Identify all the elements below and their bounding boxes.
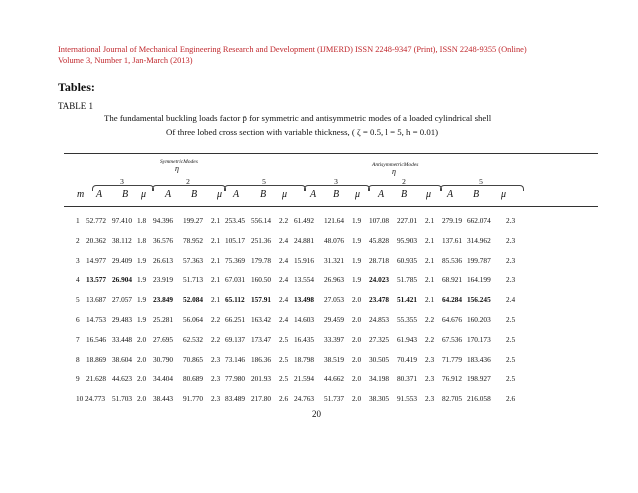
table-cell: 227.01 [397,216,418,225]
table-cell: 91.553 [397,394,418,404]
group-label: 2 [402,177,406,186]
table-cell: 156.245 [467,295,491,305]
table-cell: 26.904 [112,275,133,285]
table-cell: 253.45 [225,216,246,225]
table-cell: 2.3 [425,394,435,404]
group-label: 3 [334,177,338,186]
column-header-cell: B [401,189,408,200]
table-row [0,315,638,327]
table-cell: 1.9 [137,295,147,305]
column-header-cell: μ [141,189,147,200]
table-cell: 160.50 [251,275,272,285]
table-cell: 26.963 [324,275,345,285]
column-header-cell: B [260,189,267,200]
table-cell: 64.284 [442,295,463,305]
table-cell: 62.532 [183,334,204,344]
table-cell: 24.763 [294,394,315,404]
table-header-rule [64,206,598,207]
table-cell: 2.0 [352,374,362,384]
table-cell: 94.396 [153,216,174,225]
table-cell: 2.1 [211,216,221,225]
table-cell: 2.2 [211,334,221,344]
table-cell: 173.47 [251,334,272,344]
column-header-cell: m [77,189,85,200]
table-cell: 44.623 [112,374,133,384]
table-cell: 52.772 [86,216,107,225]
table-cell: 70.865 [183,354,204,364]
table-cell: 1.9 [352,235,362,245]
table-cell: 82.705 [442,394,463,404]
table-cell: 38.519 [324,354,345,364]
table-cell: 67.536 [442,334,463,344]
table-cell: 2.0 [352,295,362,305]
table-cell: 48.076 [324,235,345,245]
table-row [0,275,638,287]
table-cell: 163.42 [251,315,272,324]
table-cell: 14.603 [294,315,315,324]
table-cell: 1.9 [137,255,147,265]
table-cell: 199.27 [183,216,204,225]
table-caption-line-1: The fundamental buckling loads factor p̄ for symmetric and antisymmetric modes of a loaded cylindrical shell [104,113,492,123]
table-cell: 16.546 [86,334,107,344]
table-cell: 29.409 [112,255,133,265]
table-cell: 95.903 [397,235,418,245]
table-cell: 1 [76,216,80,225]
table-cell: 2.4 [279,255,289,265]
table-cell: 2.5 [506,354,516,364]
table-cell: 2.1 [425,216,435,225]
group-label: 5 [262,177,266,186]
table-cell: 91.770 [183,394,204,404]
table-cell: 2.6 [279,394,289,404]
table-row [0,295,638,307]
journal-header [58,44,527,66]
table-cell: 2.3 [506,216,516,225]
table-cell: 38.604 [112,354,133,364]
table-cell: 107.08 [369,216,390,225]
table-cell: 2.1 [425,235,435,245]
table-cell: 85.536 [442,255,463,265]
table-cell: 137.61 [442,235,463,245]
table-cell: 2.2 [425,315,435,324]
table-cell: 76.912 [442,374,463,384]
column-header-cell: μ [426,189,432,200]
table-cell: 662.074 [467,216,491,225]
table-cell: 121.64 [324,216,345,225]
column-header-cell: μ [501,189,507,200]
table-cell: 80.689 [183,374,204,384]
table-cell: 2.0 [137,354,147,364]
table-cell: 31.321 [324,255,345,265]
column-header-cell: B [191,189,198,200]
table-cell: 2 [76,235,80,245]
table-cell: 199.787 [467,255,491,265]
table-cell: 27.053 [324,295,345,305]
table-cell: 2.1 [211,295,221,305]
table-cell: 5 [76,295,80,305]
table-cell: 27.057 [112,295,133,305]
table-cell: 60.935 [397,255,418,265]
table-cell: 21.628 [86,374,107,384]
section-title: Tables: [58,80,95,94]
table-cell: 186.36 [251,354,272,364]
table-cell: 2.1 [425,255,435,265]
journal-header-line-1: International Journal of Mechanical Engineering Research and Development (IJMERD) ISSN 2248-9347 (Print), ISSN 2248-9355 (Online) [58,45,527,54]
column-header-cell: B [333,189,340,200]
group-label: 5 [479,177,483,186]
table-cell: 314.962 [467,235,491,245]
table-cell: 38.305 [369,394,390,404]
table-cell: 1.9 [137,315,147,324]
table-cell: 201.93 [251,374,272,384]
table-cell: 2.1 [211,255,221,265]
table-cell: 45.828 [369,235,390,245]
journal-header-line-2: Volume 3, Number 1, Jan-March (2013) [58,56,193,65]
table-cell: 2.2 [279,216,289,225]
table-cell: 2.5 [506,334,516,344]
table-cell: 20.362 [86,235,107,245]
table-cell: 25.281 [153,315,174,324]
table-cell: 16.435 [294,334,315,344]
table-cell: 1.9 [352,255,362,265]
table-cell: 18.798 [294,354,315,364]
antisymmetric-eta-label: η [392,167,396,176]
table-cell: 51.785 [397,275,418,285]
table-cell: 217.80 [251,394,272,404]
table-cell: 2.5 [279,374,289,384]
table-cell: 51.421 [397,295,418,305]
table-cell: 2.1 [211,235,221,245]
page-number: 20 [312,409,321,419]
table-cell: 15.916 [294,255,315,265]
table-cell: 2.3 [211,374,221,384]
table-cell: 183.436 [467,354,491,364]
column-header-cell: A [378,189,385,200]
group-label: 3 [120,177,124,186]
table-cell: 2.0 [137,394,147,404]
table-cell: 33.397 [324,334,345,344]
table-cell: 52.084 [183,295,204,305]
table-cell: 3 [76,255,80,265]
table-cell: 24.881 [294,235,315,245]
table-cell: 9 [76,374,80,384]
table-cell: 13.577 [86,275,107,285]
table-cell: 1.8 [137,235,147,245]
table-cell: 23.849 [153,295,174,305]
table-row [0,355,638,367]
table-cell: 2.0 [352,354,362,364]
table-cell: 6 [76,315,80,324]
table-cell: 36.576 [153,235,174,245]
table-cell: 80.371 [397,374,418,384]
table-cell: 2.5 [506,315,516,324]
table-cell: 27.695 [153,334,174,344]
table-cell: 2.5 [279,354,289,364]
table-cell: 29.459 [324,315,345,324]
column-header-cell: B [122,189,129,200]
table-cell: 64.676 [442,315,463,324]
table-cell: 23.478 [369,295,390,305]
table-cell: 13.687 [86,295,107,305]
group-label: 2 [186,177,190,186]
table-cell: 2.1 [211,275,221,285]
table-cell: 83.489 [225,394,246,404]
column-header-cell: μ [355,189,361,200]
table-cell: 1.9 [352,216,362,225]
table-cell: 14.977 [86,255,107,265]
table-cell: 13.554 [294,275,315,285]
table-cell: 1.8 [137,216,147,225]
table-cell: 179.78 [251,255,272,265]
table-cell: 67.031 [225,275,246,285]
table-cell: 2.0 [137,334,147,344]
table-cell: 14.753 [86,315,107,324]
table-cell: 78.952 [183,235,204,245]
table-cell: 2.3 [506,275,516,285]
table-cell: 251.36 [251,235,272,245]
table-row [0,236,638,248]
table-cell: 2.4 [506,295,516,305]
table-cell: 2.2 [425,334,435,344]
table-cell: 2.3 [211,394,221,404]
table-cell: 13.498 [294,295,315,305]
table-row [0,335,638,347]
symmetric-modes-label: SymmetricModes [160,159,198,165]
table-cell: 2.1 [425,295,435,305]
column-header-cell: A [165,189,172,200]
table-cell: 2.4 [279,295,289,305]
table-cell: 2.0 [352,315,362,324]
table-row [0,256,638,268]
table-cell: 2.5 [279,334,289,344]
table-cell: 2.0 [352,394,362,404]
table-cell: 2.5 [506,374,516,384]
table-cell: 105.17 [225,235,246,245]
table-cell: 24.853 [369,315,390,324]
table-label: TABLE 1 [58,101,94,111]
table-cell: 66.251 [225,315,246,324]
table-cell: 34.404 [153,374,174,384]
symmetric-eta-label: η [175,164,179,173]
table-cell: 51.703 [112,394,133,404]
table-cell: 24.773 [85,394,106,404]
table-cell: 61.943 [397,334,418,344]
table-cell: 2.4 [279,275,289,285]
table-cell: 2.3 [425,374,435,384]
table-cell: 1.9 [137,275,147,285]
table-cell: 77.980 [225,374,246,384]
table-cell: 279.19 [442,216,463,225]
table-cell: 170.173 [467,334,491,344]
table-top-rule [64,153,598,154]
table-cell: 51.713 [183,275,204,285]
table-cell: 2.3 [425,354,435,364]
column-header-cell: μ [282,189,288,200]
table-caption-line-2: Of three lobed cross section with variable thickness, ( ζ = 0.5, l = 5, h = 0.01) [166,127,439,137]
table-cell: 7 [76,334,80,344]
column-header-cell: A [310,189,317,200]
table-column-header [0,189,638,203]
column-header-cell: B [473,189,480,200]
table-cell: 2.0 [137,374,147,384]
table-cell: 57.363 [183,255,204,265]
table-cell: 2.2 [211,315,221,324]
table-cell: 55.355 [397,315,418,324]
table-cell: 71.779 [442,354,463,364]
table-cell: 24.023 [369,275,390,285]
table-cell: 30.790 [153,354,174,364]
table-cell: 51.737 [324,394,345,404]
table-cell: 30.505 [369,354,390,364]
table-cell: 2.1 [425,275,435,285]
table-cell: 160.203 [467,315,491,324]
table-cell: 1.9 [352,275,362,285]
column-header-cell: A [447,189,454,200]
table-row [0,216,638,228]
table-cell: 69.137 [225,334,246,344]
table-cell: 97.410 [112,216,133,225]
table-cell: 2.3 [506,255,516,265]
table-cell: 2.4 [279,315,289,324]
table-cell: 75.369 [225,255,246,265]
table-cell: 27.325 [369,334,390,344]
table-cell: 4 [76,275,80,285]
table-cell: 38.112 [112,235,132,245]
table-cell: 2.4 [279,235,289,245]
table-cell: 23.919 [153,275,174,285]
table-cell: 38.443 [153,394,174,404]
table-cell: 18.869 [86,354,107,364]
table-cell: 65.112 [225,295,245,305]
column-header-cell: μ [217,189,223,200]
table-cell: 157.91 [251,295,272,305]
table-cell: 44.662 [324,374,345,384]
table-cell: 2.6 [506,394,516,404]
table-cell: 26.613 [153,255,174,265]
table-cell: 556.14 [251,216,272,225]
table-cell: 10 [76,394,84,404]
table-cell: 34.198 [369,374,390,384]
antisymmetric-modes-label: AntisymmetricModes [372,162,419,168]
table-cell: 2.0 [352,334,362,344]
column-header-cell: A [96,189,103,200]
table-cell: 70.419 [397,354,418,364]
table-cell: 29.483 [112,315,133,324]
table-cell: 21.594 [294,374,315,384]
table-cell: 28.718 [369,255,390,265]
table-cell: 216.058 [467,394,491,404]
table-cell: 56.064 [183,315,204,324]
table-row [0,394,638,406]
table-cell: 2.3 [506,235,516,245]
column-header-cell: A [233,189,240,200]
table-cell: 8 [76,354,80,364]
table-cell: 61.492 [294,216,315,225]
table-cell: 164.199 [467,275,491,285]
table-cell: 73.146 [225,354,246,364]
table-row [0,374,638,386]
table-cell: 2.3 [211,354,221,364]
table-cell: 198.927 [467,374,491,384]
table-cell: 68.921 [442,275,463,285]
table-cell: 33.448 [112,334,133,344]
